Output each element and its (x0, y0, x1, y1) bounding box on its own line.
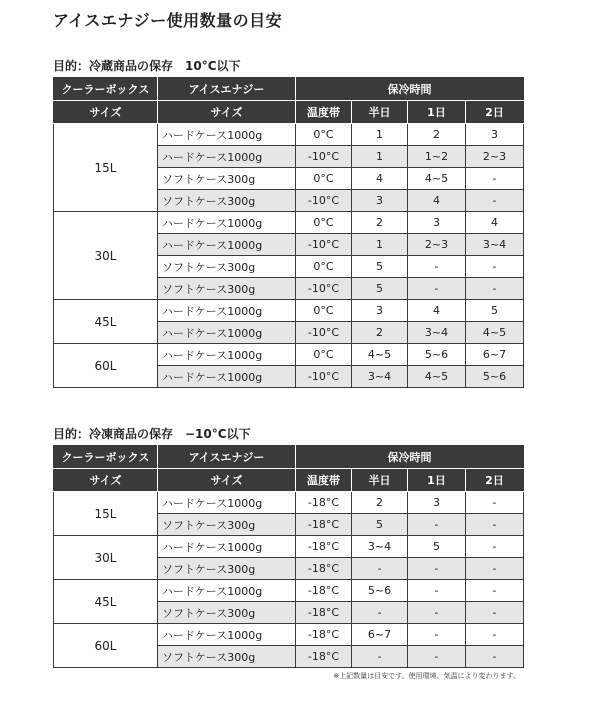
temp-cell: 0°C (296, 344, 352, 366)
header-1-day: 1日 (408, 469, 466, 492)
temp-cell: 0°C (296, 300, 352, 322)
header-hold-time: 保冷時間 (296, 78, 524, 101)
item-cell: ハードケース1000g (158, 300, 296, 322)
one-day-cell: 2 (408, 124, 466, 146)
item-cell: ソフトケース300g (158, 190, 296, 212)
two-day-cell: - (466, 492, 524, 514)
item-cell: ハードケース1000g (158, 536, 296, 558)
temp-cell: 0°C (296, 168, 352, 190)
temp-cell: -18°C (296, 536, 352, 558)
table-row (54, 624, 524, 646)
one-day-cell: 3 (408, 212, 466, 234)
temp-cell: 0°C (296, 124, 352, 146)
header-ice-size-sub: サイズ (158, 469, 296, 492)
one-day-cell: - (408, 602, 466, 624)
temp-cell: -10°C (296, 366, 352, 388)
two-day-cell: 4 (466, 212, 524, 234)
table-row (54, 344, 524, 366)
half-day-cell: 4~5 (352, 344, 408, 366)
cooler-size-cell: 30L (54, 536, 158, 580)
half-day-cell: 2 (352, 322, 408, 344)
half-day-cell: 1 (352, 146, 408, 168)
temp-cell: -10°C (296, 278, 352, 300)
two-day-cell: 6~7 (466, 344, 524, 366)
two-day-cell: - (466, 514, 524, 536)
two-day-cell: - (466, 580, 524, 602)
half-day-cell: - (352, 602, 408, 624)
header-1-day: 1日 (408, 101, 466, 124)
half-day-cell: 2 (352, 212, 408, 234)
table-row (54, 300, 524, 322)
temp-cell: -18°C (296, 558, 352, 580)
table-row (54, 492, 524, 514)
header-2-day: 2日 (466, 469, 524, 492)
temp-cell: 0°C (296, 256, 352, 278)
item-cell: ハードケース1000g (158, 344, 296, 366)
table-header (54, 78, 524, 124)
header-box-size-sub: サイズ (54, 469, 158, 492)
two-day-cell: - (466, 256, 524, 278)
two-day-cell: 3~4 (466, 234, 524, 256)
two-day-cell: 5 (466, 300, 524, 322)
one-day-cell: 5~6 (408, 344, 466, 366)
item-cell: ハードケース1000g (158, 624, 296, 646)
temp-cell: 0°C (296, 212, 352, 234)
cooler-size-cell: 30L (54, 212, 158, 300)
two-day-cell: - (466, 190, 524, 212)
item-cell: ソフトケース300g (158, 278, 296, 300)
item-cell: ソフトケース300g (158, 256, 296, 278)
header-half-day: 半日 (352, 469, 408, 492)
two-day-cell: - (466, 168, 524, 190)
one-day-cell: 3 (408, 492, 466, 514)
temp-cell: -18°C (296, 580, 352, 602)
header-temp: 温度帯 (296, 101, 352, 124)
one-day-cell: 4 (408, 190, 466, 212)
half-day-cell: 3~4 (352, 366, 408, 388)
half-day-cell: 6~7 (352, 624, 408, 646)
header-ice-size: アイスエナジー (158, 78, 296, 101)
item-cell: ハードケース1000g (158, 322, 296, 344)
item-cell: ハードケース1000g (158, 234, 296, 256)
item-cell: ソフトケース300g (158, 602, 296, 624)
two-day-cell: - (466, 646, 524, 668)
table-row (54, 124, 524, 146)
one-day-cell: - (408, 256, 466, 278)
temp-cell: -10°C (296, 322, 352, 344)
table-refrigerated (53, 77, 524, 388)
table-frozen (53, 445, 524, 668)
two-day-cell: - (466, 278, 524, 300)
two-day-cell: - (466, 602, 524, 624)
half-day-cell: - (352, 558, 408, 580)
half-day-cell: 2 (352, 492, 408, 514)
half-day-cell: - (352, 646, 408, 668)
item-cell: ソフトケース300g (158, 646, 296, 668)
two-day-cell: 2~3 (466, 146, 524, 168)
half-day-cell: 5 (352, 514, 408, 536)
item-cell: ハードケース1000g (158, 124, 296, 146)
cooler-size-cell: 15L (54, 124, 158, 212)
header-ice-size-sub: サイズ (158, 101, 296, 124)
temp-cell: -10°C (296, 190, 352, 212)
half-day-cell: 1 (352, 124, 408, 146)
one-day-cell: - (408, 646, 466, 668)
two-day-cell: - (466, 624, 524, 646)
item-cell: ソフトケース300g (158, 514, 296, 536)
half-day-cell: 3 (352, 190, 408, 212)
one-day-cell: - (408, 558, 466, 580)
temp-cell: -18°C (296, 514, 352, 536)
table-row (54, 536, 524, 558)
temp-cell: -18°C (296, 646, 352, 668)
temp-cell: -18°C (296, 602, 352, 624)
cooler-size-cell: 60L (54, 624, 158, 668)
item-cell: ソフトケース300g (158, 558, 296, 580)
one-day-cell: - (408, 580, 466, 602)
half-day-cell: 3 (352, 300, 408, 322)
item-cell: ハードケース1000g (158, 212, 296, 234)
half-day-cell: 5 (352, 278, 408, 300)
one-day-cell: 2~3 (408, 234, 466, 256)
one-day-cell: - (408, 514, 466, 536)
item-cell: ハードケース1000g (158, 146, 296, 168)
half-day-cell: 5~6 (352, 580, 408, 602)
one-day-cell: 3~4 (408, 322, 466, 344)
one-day-cell: 1~2 (408, 146, 466, 168)
one-day-cell: 4~5 (408, 366, 466, 388)
section-subtitle-refrigerated: 目的：冷蔵商品の保存 10°C以下 (53, 59, 241, 73)
half-day-cell: 1 (352, 234, 408, 256)
table-header (54, 446, 524, 492)
temp-cell: -18°C (296, 492, 352, 514)
item-cell: ハードケース1000g (158, 492, 296, 514)
header-temp: 温度帯 (296, 469, 352, 492)
one-day-cell: 5 (408, 536, 466, 558)
header-box-size-sub: サイズ (54, 101, 158, 124)
one-day-cell: - (408, 278, 466, 300)
header-ice-size: アイスエナジー (158, 446, 296, 469)
temp-cell: -18°C (296, 624, 352, 646)
half-day-cell: 3~4 (352, 536, 408, 558)
two-day-cell: 4~5 (466, 322, 524, 344)
header-hold-time: 保冷時間 (296, 446, 524, 469)
cooler-size-cell: 60L (54, 344, 158, 388)
temp-cell: -10°C (296, 146, 352, 168)
header-box-size: クーラーボックス (54, 446, 158, 469)
two-day-cell: 3 (466, 124, 524, 146)
temp-cell: -10°C (296, 234, 352, 256)
one-day-cell: - (408, 624, 466, 646)
item-cell: ハードケース1000g (158, 366, 296, 388)
header-2-day: 2日 (466, 101, 524, 124)
table-row (54, 580, 524, 602)
footnote: ※上記数量は目安です。使用環境、気温により変わります。 (333, 672, 520, 680)
page-title: アイスエナジー使用数量の目安 (53, 11, 283, 30)
one-day-cell: 4 (408, 300, 466, 322)
two-day-cell: - (466, 558, 524, 580)
cooler-size-cell: 45L (54, 580, 158, 624)
table-row (54, 212, 524, 234)
half-day-cell: 5 (352, 256, 408, 278)
one-day-cell: 4~5 (408, 168, 466, 190)
item-cell: ハードケース1000g (158, 580, 296, 602)
section-subtitle-frozen: 目的：冷凍商品の保存 −10°C以下 (53, 427, 251, 441)
cooler-size-cell: 15L (54, 492, 158, 536)
two-day-cell: - (466, 536, 524, 558)
header-box-size: クーラーボックス (54, 78, 158, 101)
header-half-day: 半日 (352, 101, 408, 124)
two-day-cell: 5~6 (466, 366, 524, 388)
item-cell: ソフトケース300g (158, 168, 296, 190)
half-day-cell: 4 (352, 168, 408, 190)
cooler-size-cell: 45L (54, 300, 158, 344)
